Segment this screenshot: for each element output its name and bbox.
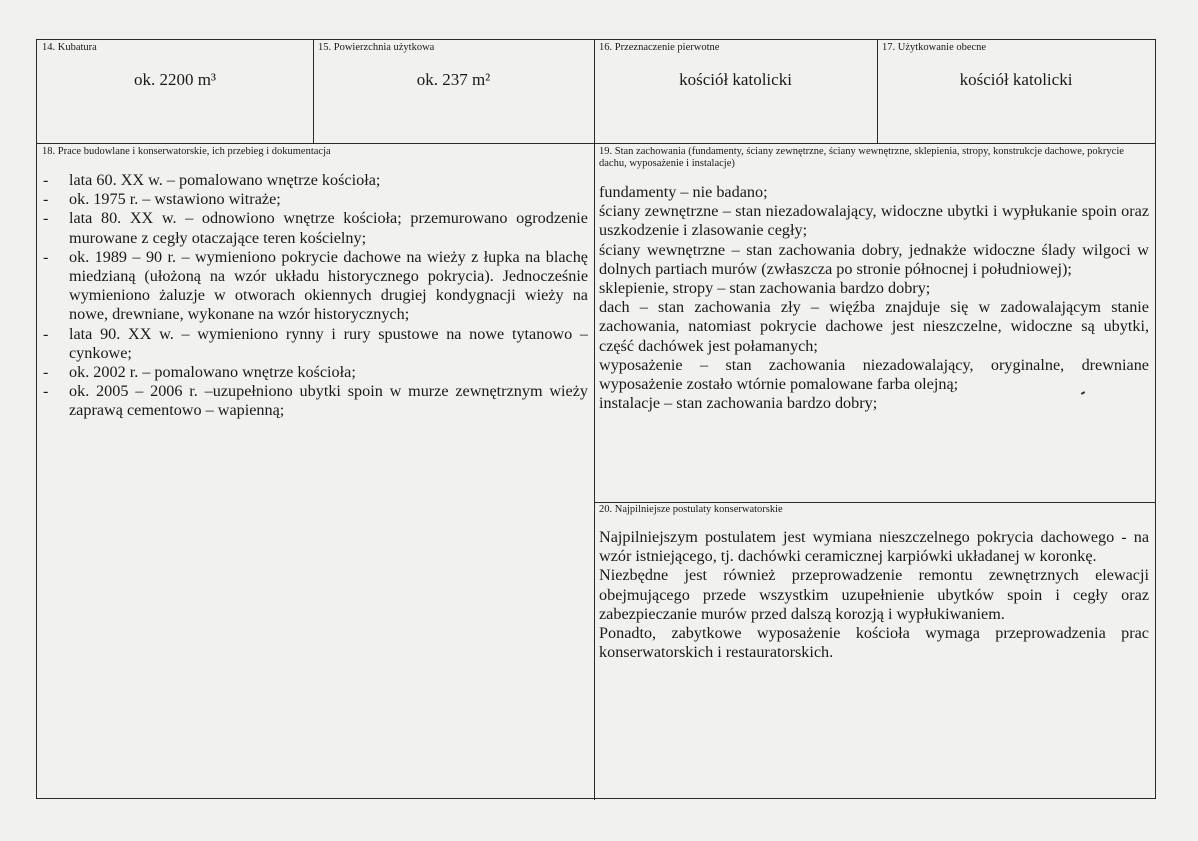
section-label: 19. Stan zachowania (fundamenty, ściany zewnętrzne, ściany wewnętrzne, sklepienia, stropy, konstrukcje dachowe, pokrycie dachu, wyposażenie i instalacje)	[599, 146, 1124, 169]
works-list-item: - ok. 1975 r. – wstawiono witraże;	[43, 190, 588, 209]
divider	[313, 40, 314, 143]
cell-uzytkowanie	[877, 40, 1155, 143]
works-list-item: - ok. 2005 – 2006 r. –uzupełniono ubytki spoin w murze zewnętrznym wieży zaprawą cementowo – wapienną;	[43, 382, 588, 420]
condition-line: sklepienie, stropy – stan zachowania bardzo dobry;	[599, 279, 931, 298]
condition-line: ściany zewnętrzne – stan niezadowalający, widoczne ubytki i wypłukanie spoin oraz uszkodzenie i zlasowanie cegły;	[599, 202, 1149, 240]
field-label: 17. Użytkowanie obecne	[882, 42, 987, 53]
works-list-item: - ok. 2002 r. – pomalowano wnętrze kościoła;	[43, 363, 588, 382]
condition-line: dach – stan zachowania zły – więźba znajduje się w zadowalającym stanie zachowania, natomiast pokrycie dachowe jest nieszczelne, widoczne są ubytki, część dachówek jest połamanych;	[599, 298, 1149, 355]
postulate-paragraph: Niezbędne jest również przeprowadzenie remontu zewnętrznych elewacji obejmującego przede wszystkim uzupełnienie ubytków spoin i cegły oraz zabezpieczanie murów przed dalszą korozją i wypłukiwaniem.	[599, 566, 1149, 623]
condition-line: fundamenty – nie badano;	[599, 183, 768, 201]
works-list	[43, 171, 588, 421]
field-label: 14. Kubatura	[42, 42, 97, 53]
field-value: ok. 237 m²	[416, 70, 491, 89]
cell-stan-zachowania	[594, 143, 1155, 502]
field-value: ok. 2200 m³	[133, 70, 217, 89]
condition-text	[599, 183, 1149, 413]
condition-line: wyposażenie – stan zachowania niezadowalający, oryginalne, drewniane wyposażenie zostało wtórnie pomalowane farba olejną;	[599, 355, 1149, 394]
form-sheet	[36, 39, 1156, 799]
section-label: 18. Prace budowlane i konserwatorskie, ich przebieg i dokumentacja	[42, 146, 331, 157]
cell-postulaty	[594, 502, 1155, 798]
field-value: kościół katolicki	[959, 70, 1073, 89]
cell-kubatura	[37, 40, 313, 143]
divider	[877, 40, 878, 143]
section-label: 20. Najpilniejsze postulaty konserwatorskie	[599, 504, 783, 515]
field-value: kościół katolicki	[679, 70, 792, 89]
postulate-paragraph: Ponadto, zabytkowe wyposażenie kościoła wymaga przeprowadzenia prac konserwatorskich i restauratorskich.	[599, 624, 1149, 662]
condition-line: ściany wewnętrzne – stan zachowania dobry, jednakże widoczne ślady wilgoci w dolnych partiach murów (zwłaszcza po stronie północnej i południowej);	[599, 240, 1149, 278]
works-list-item: - lata 60. XX w. – pomalowano wnętrze kościoła;	[43, 171, 588, 190]
condition-line: instalacje – stan zachowania bardzo dobry;	[599, 394, 878, 413]
cell-powierzchnia	[313, 40, 594, 143]
works-list-item: - lata 80. XX w. – odnowiono wnętrze kościoła; przemurowano ogrodzenie murowane z cegły otaczające teren kościelny;	[43, 209, 588, 247]
postulate-paragraph: Najpilniejszym postulatem jest wymiana nieszczelnego pokrycia dachowego - na wzór istniejącego, tj. dachówki ceramicznej karpiówki układanej w koronkę.	[599, 528, 1149, 566]
postulates-text	[599, 528, 1149, 662]
cell-przeznaczenie	[594, 40, 877, 143]
works-list-item: - lata 90. XX w. – wymieniono rynny i rury spustowe na nowe tytanowo – cynkowe;	[43, 325, 588, 363]
field-label: 16. Przeznaczenie pierwotne	[599, 42, 720, 53]
cell-prace-budowlane	[37, 143, 594, 798]
field-label: 15. Powierzchnia użytkowa	[318, 42, 435, 53]
works-list-item: - ok. 1989 – 90 r. – wymieniono pokrycie dachowe na wieży z łupka na blachę miedzianą (ułożoną na wzór układu historycznego pokrycia). Jednocześnie wymieniono żaluzje w otworach okiennych drugiej kondygnacji wieży na nowe, drewniane, wykonane na wzór historycznych;	[43, 248, 588, 325]
